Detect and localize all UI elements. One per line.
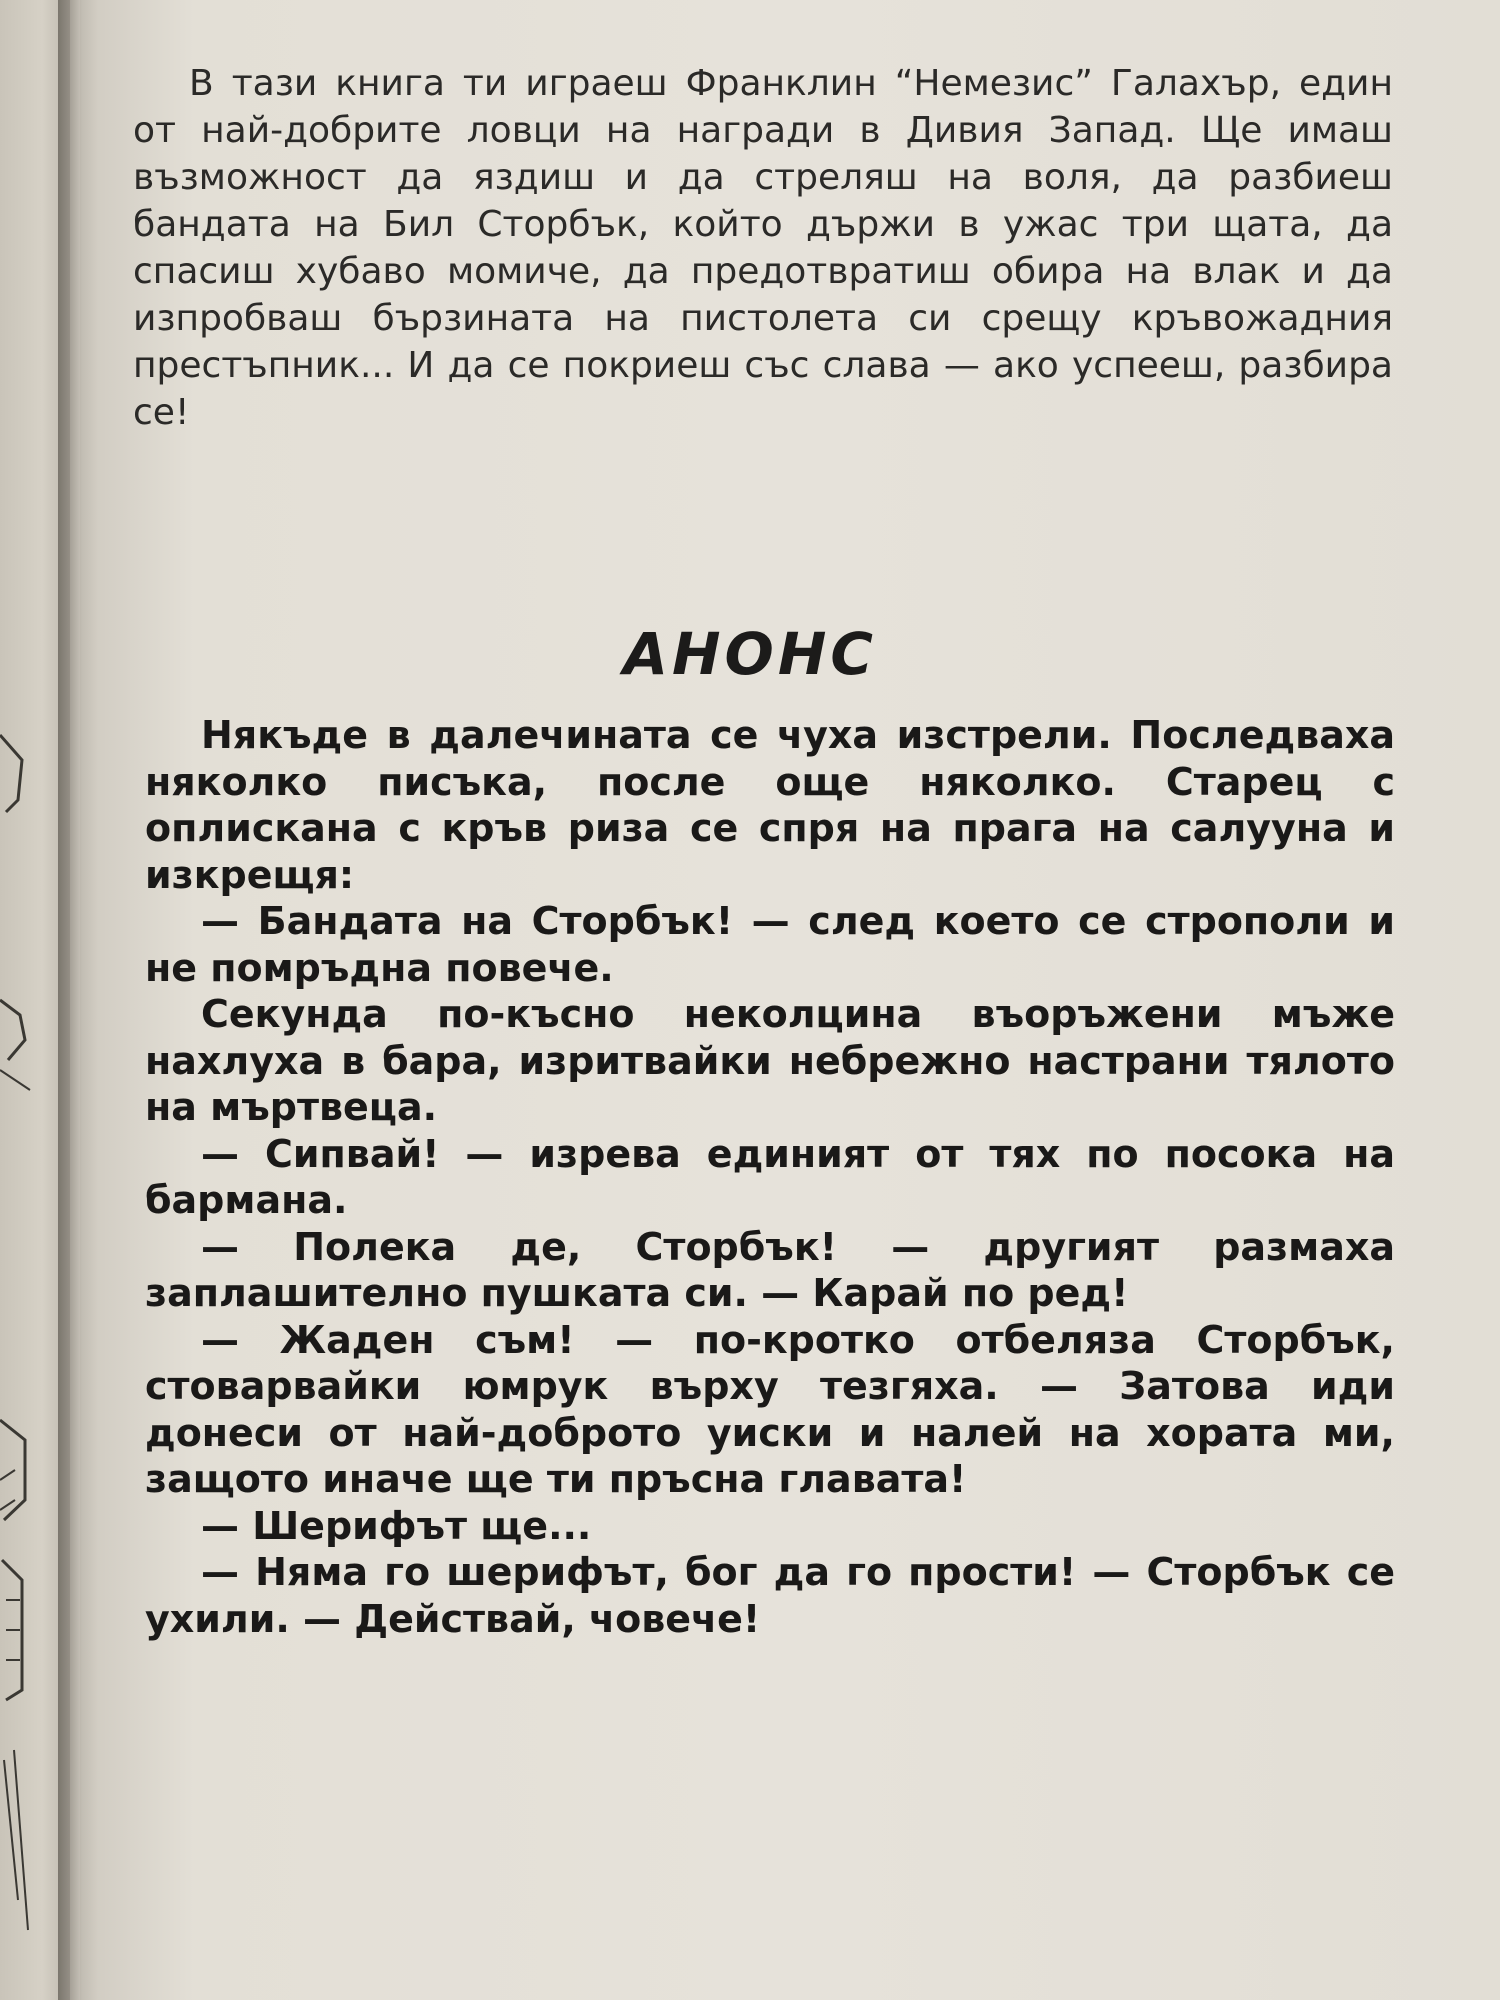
story-paragraph: — Няма го шерифът, бог да го прости! — Сторбък се ухили. — Действай, човече! (145, 1550, 1395, 1641)
story-paragraph: Секунда по-късно неколцина въоръжени мъже нахлуха в бара, изритвайки небрежно настрани тялото на мъртвеца. (145, 992, 1395, 1129)
book-gutter-shadow (58, 0, 98, 2000)
story-paragraph: Някъде в далечината се чуха изстрели. Последваха няколко писъка, после още няколко. Старец с оплискана с кръв риза се спря на прага на салууна и изкрещя: (145, 713, 1395, 897)
story-text (145, 712, 1395, 1642)
story-paragraph: — Жаден съм! — по-кротко отбеляза Сторбък, стоварвайки юмрук върху тезгяха. — Затова иди донеси от най-доброто уиски и налей на хората ми, защото иначе ще ти пръсна главата! (145, 1317, 1395, 1501)
story-paragraph: — Шерифът ще... (201, 1503, 592, 1548)
section-heading: АНОНС (623, 620, 877, 688)
story-paragraph: — Полека де, Сторбък! — другият размаха заплашително пушката си. — Карай по ред! (145, 1224, 1395, 1315)
story-paragraph: — Сипвай! — изрева единият от тях по посока на бармана. (145, 1131, 1395, 1222)
intro-paragraph: В тази книга ти играеш Франклин “Немезис” Галахър, един от най-добрите ловци на награди в Дивия Запад. Ще имаш възможност да яздиш и да стреляш на воля, да разбиеш бандата на Бил Сторбък, който държи в ужас три щата, да спасиш хубаво момиче, да предотвратиш обира на влак и да изпробваш бързината на пистолета си срещу кръвожадния престъпник... И да се покриеш със слава — ако успееш, разбира се! (133, 63, 1393, 433)
story-paragraph: — Бандата на Сторбък! — след което се строполи и не помръдна повече. (145, 899, 1395, 990)
